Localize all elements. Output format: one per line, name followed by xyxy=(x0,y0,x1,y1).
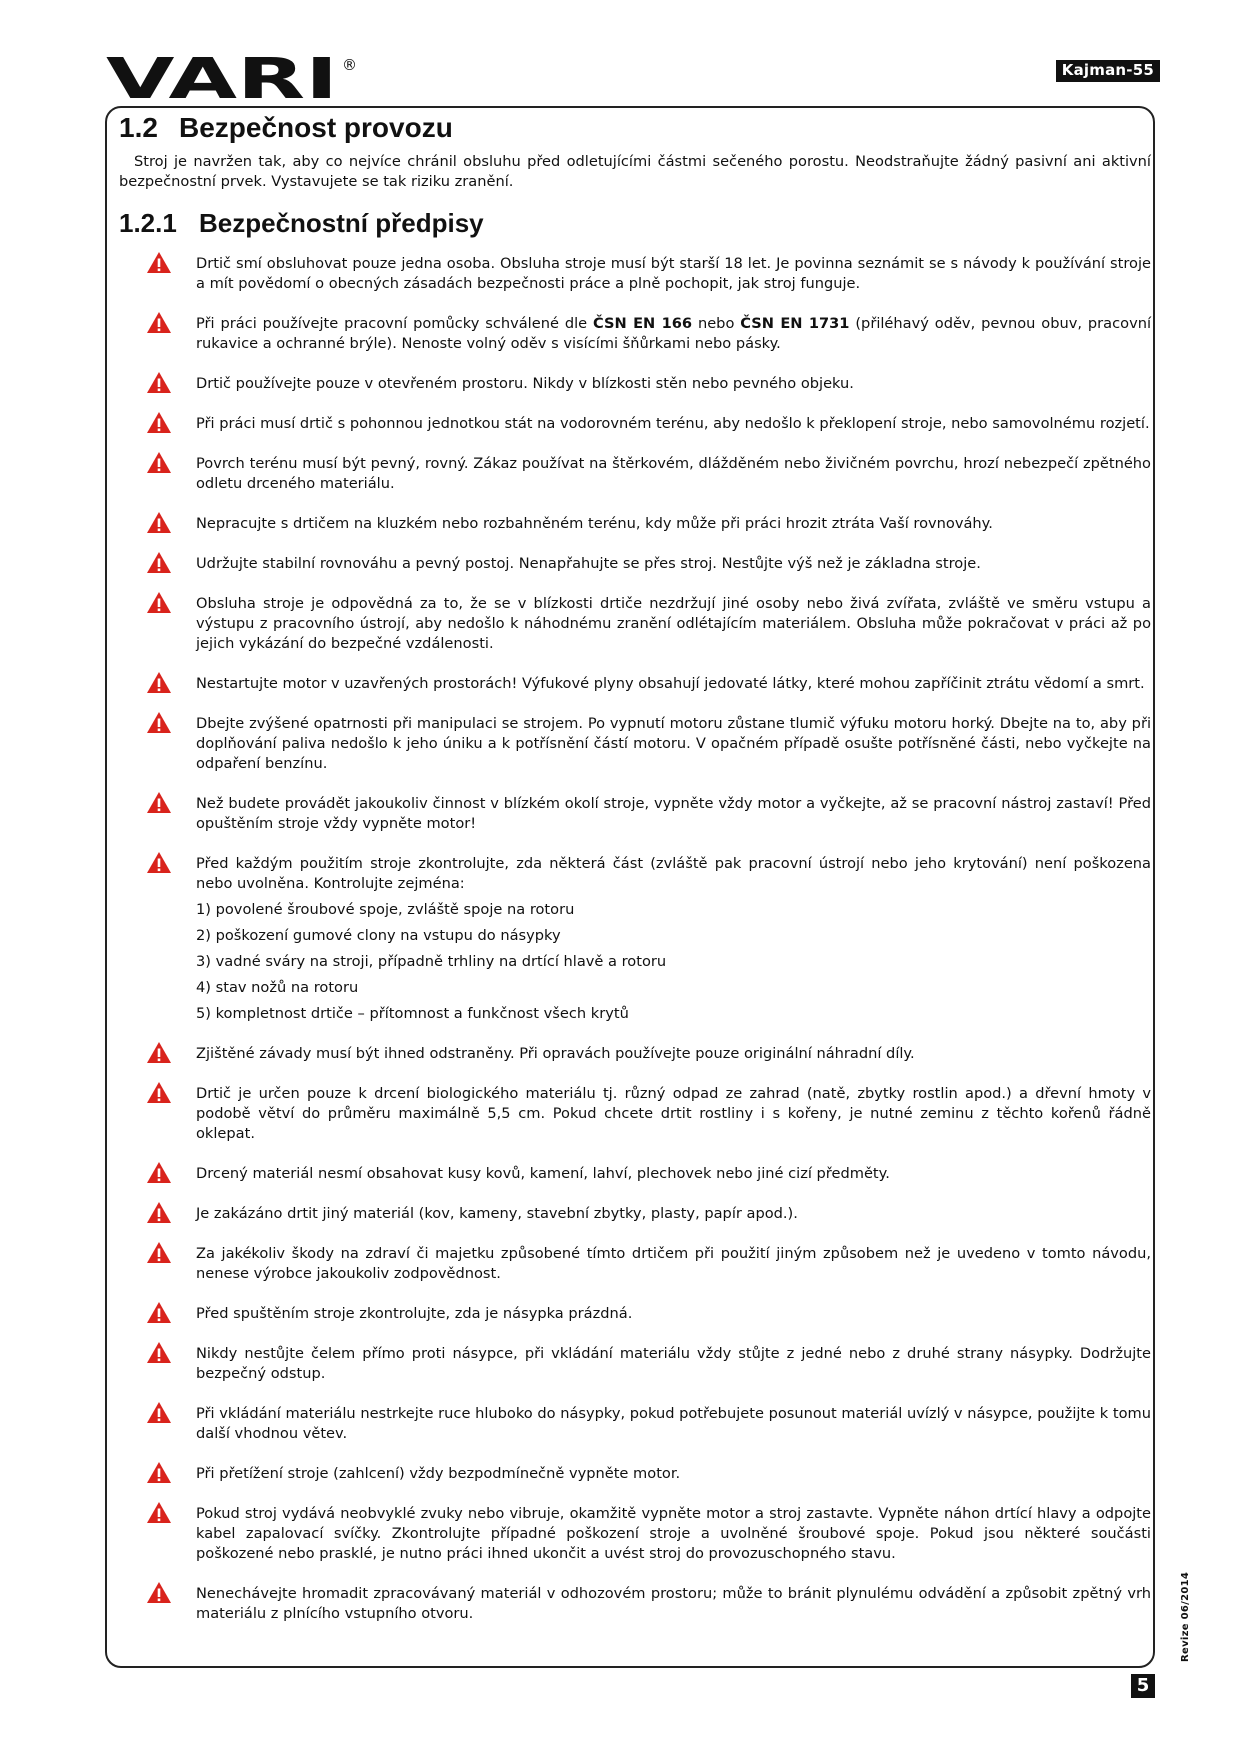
safety-rule: Při přetížení stroje (zahlcení) vždy bezpodmínečně vypněte motor. xyxy=(146,1464,1151,1484)
vari-logo xyxy=(106,52,366,106)
page-number: 5 xyxy=(1131,1674,1155,1698)
safety-rule: Než budete provádět jakoukoliv činnost v blízkém okolí stroje, vypněte vždy motor a vyčkejte, až se pracovní nástroj zastaví! Před opuštěním stroje vždy vypněte motor! xyxy=(146,794,1151,834)
warning-triangle-icon xyxy=(146,1401,172,1424)
safety-rule: Nestartujte motor v uzavřených prostorách! Výfukové plyny obsahují jedovaté látky, které mohou zapříčinit ztrátu vědomí a smrt. xyxy=(146,674,1151,694)
section-title: Bezpečnost provozu xyxy=(179,112,453,143)
model-tag: Kajman-55 xyxy=(1056,60,1160,82)
warning-triangle-icon xyxy=(146,1201,172,1224)
warning-triangle-icon xyxy=(146,1081,172,1104)
safety-rule: Při vkládání materiálu nestrkejte ruce hluboko do násypky, pokud potřebujete posunout materiál uvízlý v násypce, použijte k tomu další vhodnou větev. xyxy=(146,1404,1151,1444)
warning-triangle-icon xyxy=(146,411,172,434)
checklist-item: 5) kompletnost drtiče – přítomnost a funkčnost všech krytů xyxy=(196,1005,629,1022)
safety-rule: Udržujte stabilní rovnováhu a pevný postoj. Nenapřahujte se přes stroj. Nestůjte výš než je základna stroje. xyxy=(146,554,1151,574)
warning-triangle-icon xyxy=(146,671,172,694)
warning-triangle-icon xyxy=(146,551,172,574)
warning-triangle-icon xyxy=(146,791,172,814)
safety-rule: Za jakékoliv škody na zdraví či majetku způsobené tímto drtičem při použití jiným způsobem než je uvedeno v tomto návodu, nenese výrobce jakoukoliv zodpovědnost. xyxy=(146,1244,1151,1284)
warning-triangle-icon xyxy=(146,1041,172,1064)
warning-triangle-icon xyxy=(146,251,172,274)
subsection-heading xyxy=(119,208,484,239)
warning-triangle-icon xyxy=(146,1341,172,1364)
warning-triangle-icon xyxy=(146,1581,172,1604)
svg-text:VARI: VARI xyxy=(106,52,338,106)
safety-rule: Drtič smí obsluhovat pouze jedna osoba. Obsluha stroje musí být starší 18 let. Je povinna seznámit se s návody k používání stroje a mít povědomí o obecných zásadách bezpečnosti práce a plně pochopit, jak stroj funguje. xyxy=(146,254,1151,294)
revision-label: Revize 06/2014 xyxy=(1180,1571,1191,1662)
checklist-item: 3) vadné sváry na stroji, případně trhliny na drtící hlavě a rotoru xyxy=(196,953,667,970)
warning-triangle-icon xyxy=(146,311,172,334)
warning-triangle-icon xyxy=(146,1501,172,1524)
section-intro: Stroj je navržen tak, aby co nejvíce chránil obsluhu před odletujícími částmi sečeného porostu. Neodstraňujte žádný pasivní ani aktivní bezpečnostní prvek. Vystavujete se tak riziku zranění. xyxy=(119,153,1151,190)
checklist-item: 1) povolené šroubové spoje, zvláště spoje na rotoru xyxy=(196,901,575,918)
safety-rule: Povrch terénu musí být pevný, rovný. Zákaz používat na štěrkovém, dlážděném nebo živičném povrchu, hrozí nebezpečí zpětného odletu drceného materiálu. xyxy=(146,454,1151,494)
warning-triangle-icon xyxy=(146,1241,172,1264)
safety-rule: Při práci používejte pracovní pomůcky schválené dle ČSN EN 166 nebo ČSN EN 1731 (přiléhavý oděv, pevnou obuv, pracovní rukavice a ochranné brýle). Nenoste volný oděv s visícími šňůrkami nebo pásky. xyxy=(146,314,1151,354)
subsection-title: Bezpečnostní předpisy xyxy=(199,208,484,238)
inspection-checklist xyxy=(196,900,1151,1024)
subsection-number: 1.2.1 xyxy=(119,208,177,238)
warning-triangle-icon xyxy=(146,591,172,614)
warning-triangle-icon xyxy=(146,1301,172,1324)
safety-rule: Drtič používejte pouze v otevřeném prostoru. Nikdy v blízkosti stěn nebo pevného objeku. xyxy=(146,374,1151,394)
section-heading xyxy=(119,112,453,144)
safety-rule: Zjištěné závady musí být ihned odstraněny. Při opravách používejte pouze originální náhradní díly. xyxy=(146,1044,1151,1064)
warning-triangle-icon xyxy=(146,1161,172,1184)
safety-rules-list xyxy=(146,254,1151,1644)
safety-rule: Před každým použitím stroje zkontrolujte, zda některá část (zvláště pak pracovní ústrojí nebo jeho krytování) není poškozena nebo uvolněna. Kontrolujte zejména: 1) povolené šroubové spoje, zvláště spoje na rotoru 2) poškození gumové clony na vstupu do násypky 3) vadné sváry na stroji, případně trhliny na drtící hlavě a rotoru 4) stav nožů na rotoru 5) kompletnost drtiče – přítomnost a funkčnost všech krytů xyxy=(146,854,1151,1024)
safety-rule: Při práci musí drtič s pohonnou jednotkou stát na vodorovném terénu, aby nedošlo k překlopení stroje, nebo samovolnému rozjetí. xyxy=(146,414,1151,434)
warning-triangle-icon xyxy=(146,711,172,734)
safety-rule: Drtič je určen pouze k drcení biologického materiálu tj. různý odpad ze zahrad (natě, zbytky rostlin apod.) a dřevní hmoty v podobě větví do průměru maximálně 5,5 cm. Pokud chcete drtit rostliny i s kořeny, je nutné zeminu z těchto kořenů řádně oklepat. xyxy=(146,1084,1151,1144)
warning-triangle-icon xyxy=(146,851,172,874)
warning-triangle-icon xyxy=(146,1461,172,1484)
safety-rule: Nenechávejte hromadit zpracovávaný materiál v odhozovém prostoru; může to bránit plynulému odvádění a způsobit zpětný vrh materiálu z plnícího vstupního otvoru. xyxy=(146,1584,1151,1624)
norm-reference: ČSN EN 1731 xyxy=(740,315,850,332)
checklist-item: 4) stav nožů na rotoru xyxy=(196,979,359,996)
safety-rule: Pokud stroj vydává neobvyklé zvuky nebo vibruje, okamžitě vypněte motor a stroj zastavte. Vypněte náhon drtící hlavy a odpojte kabel zapalovací svíčky. Zkontrolujte případné poškození stroje a uvolněné šroubové spoje. Pokud jsou některé součásti poškozené nebo prasklé, je nutno práci ihned ukončit a uvést stroj do provozuschopného stavu. xyxy=(146,1504,1151,1564)
section-number: 1.2 xyxy=(119,112,158,143)
safety-rule: Je zakázáno drtit jiný materiál (kov, kameny, stavební zbytky, plasty, papír apod.). xyxy=(146,1204,1151,1224)
warning-triangle-icon xyxy=(146,451,172,474)
safety-rule: Nikdy nestůjte čelem přímo proti násypce, při vkládání materiálu vždy stůjte z jedné nebo z druhé strany násypky. Dodržujte bezpečný odstup. xyxy=(146,1344,1151,1384)
norm-reference: ČSN EN 166 xyxy=(593,315,693,332)
warning-triangle-icon xyxy=(146,511,172,534)
safety-rule: Drcený materiál nesmí obsahovat kusy kovů, kamení, lahví, plechovek nebo jiné cizí předměty. xyxy=(146,1164,1151,1184)
safety-rule: Nepracujte s drtičem na kluzkém nebo rozbahněném terénu, kdy může při práci hrozit ztráta Vaší rovnováhy. xyxy=(146,514,1151,534)
safety-rule: Před spuštěním stroje zkontrolujte, zda je násypka prázdná. xyxy=(146,1304,1151,1324)
warning-triangle-icon xyxy=(146,371,172,394)
safety-rule: Dbejte zvýšené opatrnosti při manipulaci se strojem. Po vypnutí motoru zůstane tlumič výfuku motoru horký. Dbejte na to, aby při doplňování paliva nedošlo k jeho úniku a k potřísnění částí motoru. V opačném případě osušte potřísněné části, nebo vyčkejte na odpaření benzínu. xyxy=(146,714,1151,774)
svg-text:®: ® xyxy=(342,56,357,74)
checklist-item: 2) poškození gumové clony na vstupu do násypky xyxy=(196,927,561,944)
safety-rule: Obsluha stroje je odpovědná za to, že se v blízkosti drtiče nezdržují jiné osoby nebo živá zvířata, zvláště ve směru vstupu a výstupu z pracovního ústrojí, aby nedošlo k náhodnému zranění odlétajícím materiálem. Obsluha může pokračovat v práci až po jejich vykázání do bezpečné vzdálenosti. xyxy=(146,594,1151,654)
